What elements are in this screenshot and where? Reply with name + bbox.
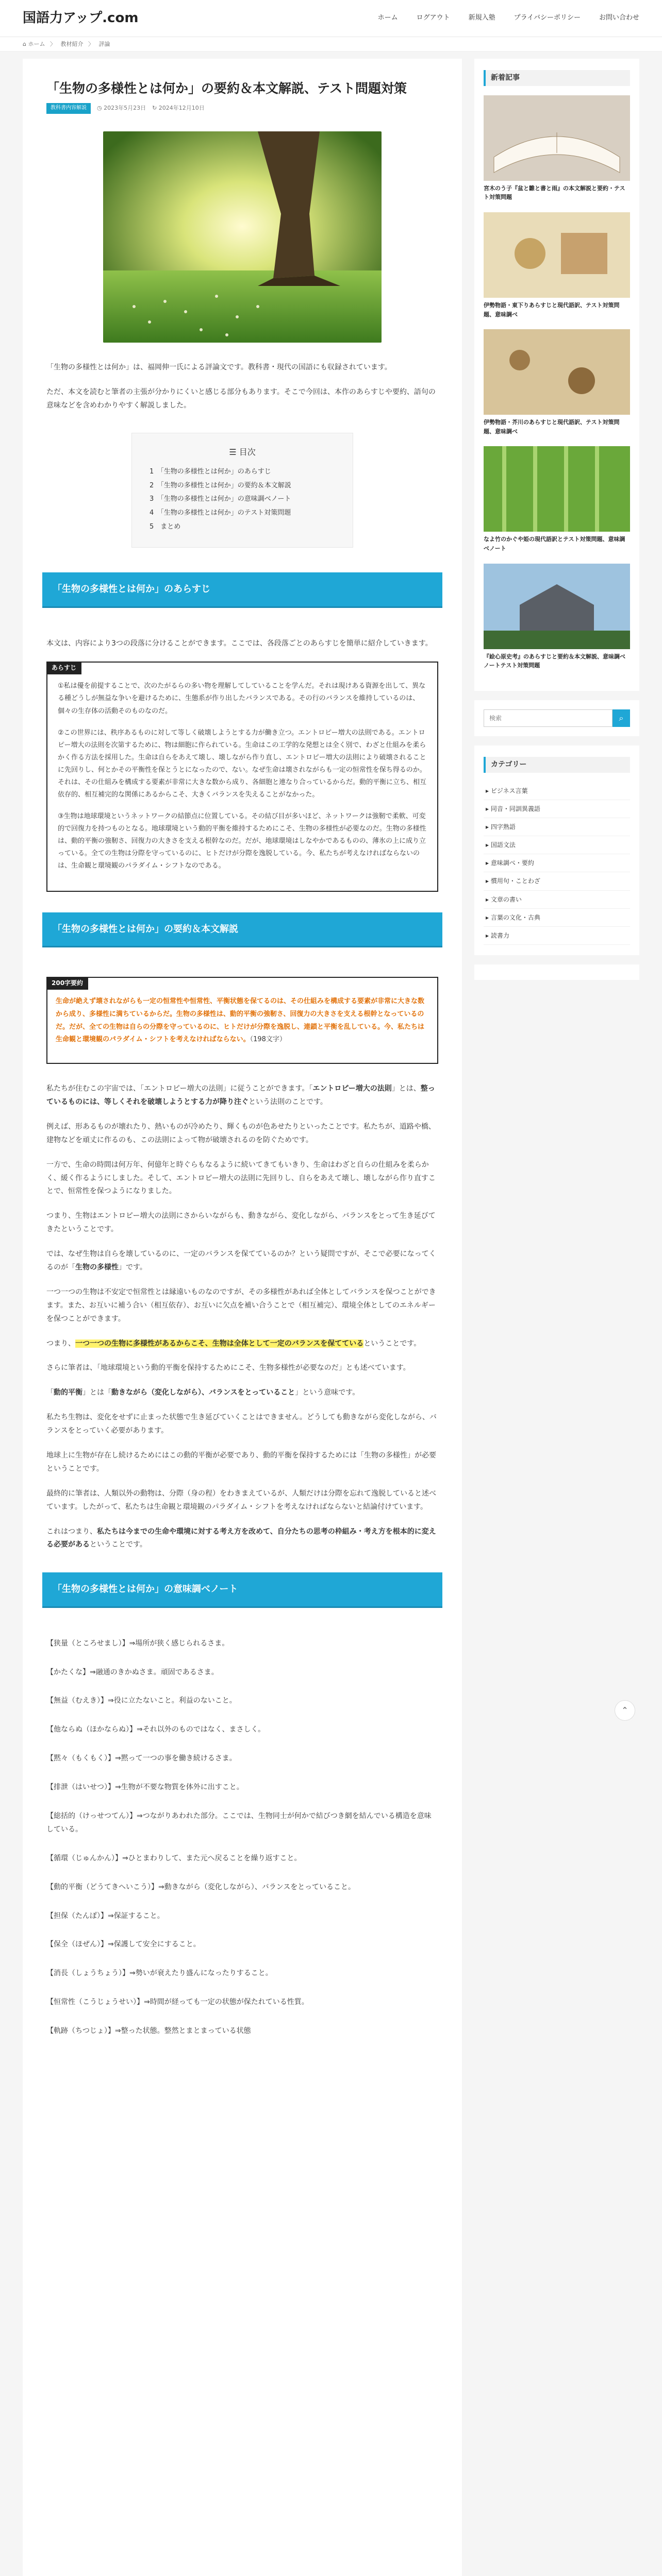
category-item[interactable]: ▸ 慣用句・ことわざ: [484, 872, 630, 890]
new-post-card[interactable]: [484, 95, 630, 202]
category-item[interactable]: ▸ 読書力: [484, 927, 630, 945]
intro-paragraph: 「生物の多様性とは何か」は、福岡伸一氏による評論文です。教科書・現代の国語にも収録されています。: [46, 363, 392, 371]
category-item[interactable]: ▸ 国語文法: [484, 836, 630, 854]
category-widget: [474, 745, 639, 955]
post-thumbnail[interactable]: [484, 564, 630, 649]
toc-item[interactable]: 2 「生物の多様性とは何か」の要約＆本文解説: [150, 481, 291, 489]
breadcrumb-home[interactable]: ⌂ ホーム: [23, 41, 45, 47]
category-item[interactable]: ▸ 言葉の文化・古典: [484, 909, 630, 927]
post-title[interactable]: 伊勢物語・芥川のあらすじと現代語訳、テスト対策問題、意味調べ: [484, 419, 620, 435]
vocab-item: 【消長（しょうちょう）】⇒勢いが衰えたり盛んになったりすること。: [46, 1969, 273, 1978]
body-paragraph: つまり、一つ一つの生物に多様性があるからこそ、生物は全体として一定のバランスを保てているということです。: [46, 1339, 421, 1348]
toc-item[interactable]: 1 「生物の多様性とは何か」のあらすじ: [150, 468, 271, 476]
synopsis-paragraph: ②この世界には、秩序あるものに対して等しく破壊しようとする力が働き立つ。エントロピー増大の法則である。エントロピー増大の法則を次第するために、物は細胞に作られている。生命はこの工学的な発想とは全く別で、わざと仕組みを柔らかく作る方法を採用した。生命は自らをあえて壊し、壊しながら作り直し、エントロピー増大の法則により破壊されることに先回りし、何とかその平衡性を保とうとになったので、ない。なぜ生命は壊されながらも一定の恒常性を保ち得るのか。それは、その仕組みを構成する要素が非常に大きな数から成り、各細胞と連なり合っているからだ。動的平衡に立ち、相互依存的、相互補完的な関係にあるからこそ、大きくバランスを失えることがなかった。: [58, 728, 427, 799]
synopsis-paragraph: ③生物は地球環境というネットワークの結節点に位置している。その結び目が多いほど、ネットワークは強靭で柔軟、可変的で回復力を持つものとなる。地球環境という動的平衡を維持するためにこそ、生物の多様性が必要なのだ。生物の多様性は、動的平衡の強靭さ、回復力の大きさを支える根幹なのだ。だが、地球環境はしなやかであるものの、薄氷の上に成り立っている。全ての生物は分際を守っているのに、ヒトだけが分際を逸脱している。今、私たちが考えなければならないのは、生命観と環境観のパラダイム・シフトなのである。: [58, 812, 426, 870]
site-header: [0, 0, 662, 37]
nav-signup[interactable]: 新規入塾: [468, 14, 495, 22]
vocab-item: 【恒常性（こうじょうせい）】⇒時間が経っても一定の状態が保たれている性質。: [46, 1998, 309, 2007]
summary-text: 生命が絶えず壊されながらも一定の恒常性や恒常性、平衡状態を保てるのは、その仕組みを構成する要素が非常に大きな数から成り、多様性に満ちているからだ。生物の多様性は、動的平衡の強靭さ、回復力の大きさを支える根幹となっているのだ。だが、全ての生物は自らの分際を守っているのに、ヒトだけが分際を逸脱し、連鎖と平衡を乱している。今、私たちは生命観と環境観のパラダイム・シフトを考えなければならない。: [56, 997, 425, 1044]
vocab-item: 【循環（じゅんかん）】⇒ひとまわりして、また元へ戻ることを繰り返すこと。: [46, 1854, 302, 1862]
widget-title: 新着記事: [484, 70, 630, 86]
vocab-item: 【無益（むえき）】⇒役に立たないこと。利益のないこと。: [46, 1697, 237, 1705]
article-meta: [46, 103, 438, 114]
new-posts-widget: [474, 59, 639, 691]
new-post-card[interactable]: [484, 212, 630, 319]
body-paragraph: さらに筆者は、「地球環境という動的平衡を保持するためにこそ、生物多様性が必要なのだ」とも述べています。: [46, 1364, 410, 1372]
nav-home[interactable]: ホーム: [377, 14, 398, 22]
body-paragraph: 例えば、形あるものが壊れたり、熱いものが冷めたり、輝くものが色あせたりといったことです。私たちが、道路や橋、建物などを頑丈に作るのも、この法則によって物が破壊されるのを防ぐためです。: [46, 1122, 436, 1144]
update-date: ↻ 2024年12月10日: [152, 105, 205, 112]
toc-item[interactable]: 5 まとめ: [150, 522, 181, 531]
scroll-top-button[interactable]: [615, 1700, 635, 1721]
section-lead: 本文は、内容により3つの段落に分けることができます。ここでは、各段落ごとのあらすじを簡単に紹介していきます。: [46, 639, 433, 648]
vocab-item: 【黙々（もくもく）】⇒黙って一つの事を働き続けるさま。: [46, 1754, 237, 1763]
post-title[interactable]: 宮木のう子『盆と雛と書と雨』の本文解説と要約・テスト対策問題: [484, 184, 625, 201]
body-paragraph: これはつまり、私たちは今までの生命や環境に対する考え方を改めて、自分たちの思考の枠組み・考え方を根本的に変える必要があるということです。: [46, 1527, 436, 1549]
vocab-item: 【かたくな】⇒融通のきかぬさま。頑固であるさま。: [46, 1668, 219, 1676]
section-heading: 「生物の多様性とは何か」のあらすじ: [42, 572, 442, 606]
eyecatch-image: [103, 131, 382, 343]
breadcrumb-sep: 〉: [49, 41, 56, 47]
toc-item[interactable]: 4 「生物の多様性とは何か」のテスト対策問題: [150, 509, 291, 517]
search-input[interactable]: [484, 709, 613, 727]
nav-privacy[interactable]: プライバシーポリシー: [514, 14, 581, 22]
summary-char-count: （198文字）: [250, 1036, 286, 1044]
intro-paragraph: ただ、本文を読むと筆者の主張が分かりにくいと感じる部分もあります。そこで今回は、本作のあらすじや要約、語句の意味などを含めわかりやすく解説しました。: [46, 387, 436, 410]
post-thumbnail[interactable]: [484, 446, 630, 532]
vocab-item: 【軌跡（ちつじょ）】⇒整った状態。整然とまとまっている状態: [46, 2027, 251, 2036]
body-paragraph: 私たち生物は、変化をせずに止まった状態で生き延びていくことはできません。どうしても動きながら変化しながら、バランスをとっていく必要があります。: [46, 1413, 437, 1435]
sidebar: [474, 59, 639, 989]
article: [23, 59, 462, 2576]
synopsis-paragraph: ①私は優を前提することで、次のたがるらの多い物を理解してしていることを学んだ。それは現けある資源を出して、異なる種どうしが無益な争いを避けるために、生態系が作り出したバランスである。その行のバランスを維持しているのは、個々の生存体の活動そのものなのだ。: [58, 682, 426, 715]
category-item[interactable]: ▸ 同音・同訓異義語: [484, 800, 630, 818]
post-title[interactable]: なよ竹のかぐや姫の現代語訳とテスト対策問題、意味調べノート: [484, 536, 625, 552]
body-paragraph: 「動的平衡」とは「動きながら（変化しながら）、バランスをとっていること」という意味です。: [46, 1388, 360, 1397]
body-paragraph: では、なぜ生物は自らを壊しているのに、一定のバランスを保てているのか？という疑問ですが、そこで必要になってくるのが「生物の多様性」です。: [46, 1250, 436, 1272]
nav-contact[interactable]: お問い合わせ: [599, 14, 639, 22]
category-item[interactable]: ▸ 四字熟語: [484, 818, 630, 836]
vocab-list: [46, 1637, 438, 2038]
summary-label: 200字要約: [46, 977, 88, 989]
article-title: 「生物の多様性とは何か」の要約＆本文解説、テスト問題対策: [46, 81, 407, 96]
post-thumbnail[interactable]: [484, 329, 630, 415]
post-title[interactable]: 『絵心原史考』のあらすじと要約＆本文解説、意味調べノートテスト対策問題: [484, 653, 625, 669]
summary-box: [46, 977, 438, 1064]
vocab-item: 【保全（ほぜん）】⇒保護して安全にすること。: [46, 1940, 201, 1949]
site-logo[interactable]: 国語力アップ.com: [23, 10, 139, 26]
section-heading: 「生物の多様性とは何か」の要約＆本文解説: [42, 912, 442, 946]
breadcrumb: [0, 37, 662, 52]
global-nav: [378, 12, 639, 24]
vocab-item: 【担保（たんぽ）】⇒保証すること。: [46, 1911, 164, 1920]
chevron-up-icon: ⌃: [621, 1705, 628, 1716]
nav-logout[interactable]: ログアウト: [416, 14, 450, 22]
highlight: 一つ一つの生物に多様性があるからこそ、生物は全体として一定のバランスを保てている: [75, 1339, 364, 1348]
category-item[interactable]: ▸ 意味調べ・要約: [484, 854, 630, 872]
body-paragraph: 一つ一つの生物は不安定で恒常性とは縁遠いものなのですが、その多様性があれば全体としてバランスを保つことができます。また、お互いに補う合い（相互依存）、お互いに欠点を補い合うことで（相互補完）、環境全体としてのエネルギーを保つことができます。: [46, 1287, 436, 1323]
new-post-card[interactable]: [484, 564, 630, 670]
vocab-item: 【狭量（ところせまし）】⇒場所が狭く感じられるさま。: [46, 1639, 229, 1648]
search-icon: ⌕: [619, 713, 624, 723]
body-paragraph: 一方で、生命の時間は何万年、何億年と時ぐらもなるように続いてきてもいきり、生命はわざと自らの仕組みを柔らかく、緩く作るようにしました。そして、エントロピー増大の法則に先回りし、自らをあえて壊し、壊しながら作り直すことで、恒常性を保つようになりました。: [46, 1160, 436, 1196]
vocab-item: 【排泄（はいせつ）】⇒生物が不要な物質を体外に出すこと。: [46, 1783, 244, 1792]
vocab-item: 【動的平衡（どうてきへいこう）】⇒動きながら（変化しながら）、バランスをとっていること。: [46, 1883, 356, 1891]
breadcrumb-sep: 〉: [88, 41, 94, 47]
body-paragraph: 私たちが住むこの宇宙では、「エントロピー増大の法則」に従うことができます。「エントロピー増大の法則」とは、整っているものには、等しくそれを破壊しようとする力が降り注ぐという法則のことです。: [46, 1084, 435, 1106]
body-paragraph: つまり、生物はエントロピー増大の法則にさからいながらも、動きながら、変化しながら、バランスをとって生き延びてきたということです。: [46, 1212, 436, 1234]
widget-title: カテゴリー: [484, 757, 630, 773]
post-thumbnail[interactable]: [484, 95, 630, 181]
publish-date: ◷ 2023年5月23日: [97, 105, 146, 112]
vocab-item: 【総括的（けっせつてん）】⇒つながりあわれた部分。ここでは、生物同士が何かで結びつき網を結んでいる構造を意味している。: [46, 1812, 432, 1834]
body-paragraph: 地球上に生物が存在し続けるためにはこの動的平衡が必要であり、動的平衡を保持するためには「生物の多様性」が必要ということです。: [46, 1451, 436, 1473]
synopsis-label: あらすじ: [46, 662, 81, 674]
new-post-card[interactable]: [484, 329, 630, 436]
table-of-contents: [131, 433, 353, 548]
search-button[interactable]: [613, 709, 630, 727]
toc-item[interactable]: 3 「生物の多様性とは何か」の意味調べノート: [150, 495, 291, 503]
new-post-card[interactable]: [484, 446, 630, 553]
breadcrumb-current[interactable]: 評論: [98, 41, 110, 47]
post-thumbnail[interactable]: [484, 212, 630, 298]
vocab-item: 【他ならぬ（ほかならぬ）】⇒それ以外のものではなく、まさしく。: [46, 1725, 266, 1734]
category-item[interactable]: ▸ ビジネス言葉: [484, 782, 630, 800]
breadcrumb-category[interactable]: 教材紹介: [60, 41, 84, 47]
category-item[interactable]: ▸ 文章の書い: [484, 891, 630, 909]
blank-widget: [474, 964, 639, 980]
toc-title[interactable]: ☰ 目次: [229, 447, 256, 457]
search-widget: [474, 700, 639, 736]
body-paragraph: 最終的に筆者は、人類以外の動物は、分際（身の程）をわきまえているが、人類だけは分際を忘れて逸脱していると述べています。したがって、私たちは生命観と環境観のパラダイム・シフトを考えなければならないと結論付けています。: [46, 1489, 436, 1511]
synopsis-box: [46, 662, 438, 892]
section-heading: 「生物の多様性とは何か」の意味調べノート: [42, 1572, 442, 1606]
post-title[interactable]: 伊勢物語・東下りあらすじと現代語訳、テスト対策問題、意味調べ: [484, 301, 620, 318]
category-badge[interactable]: 教科書内容解説: [46, 103, 91, 114]
